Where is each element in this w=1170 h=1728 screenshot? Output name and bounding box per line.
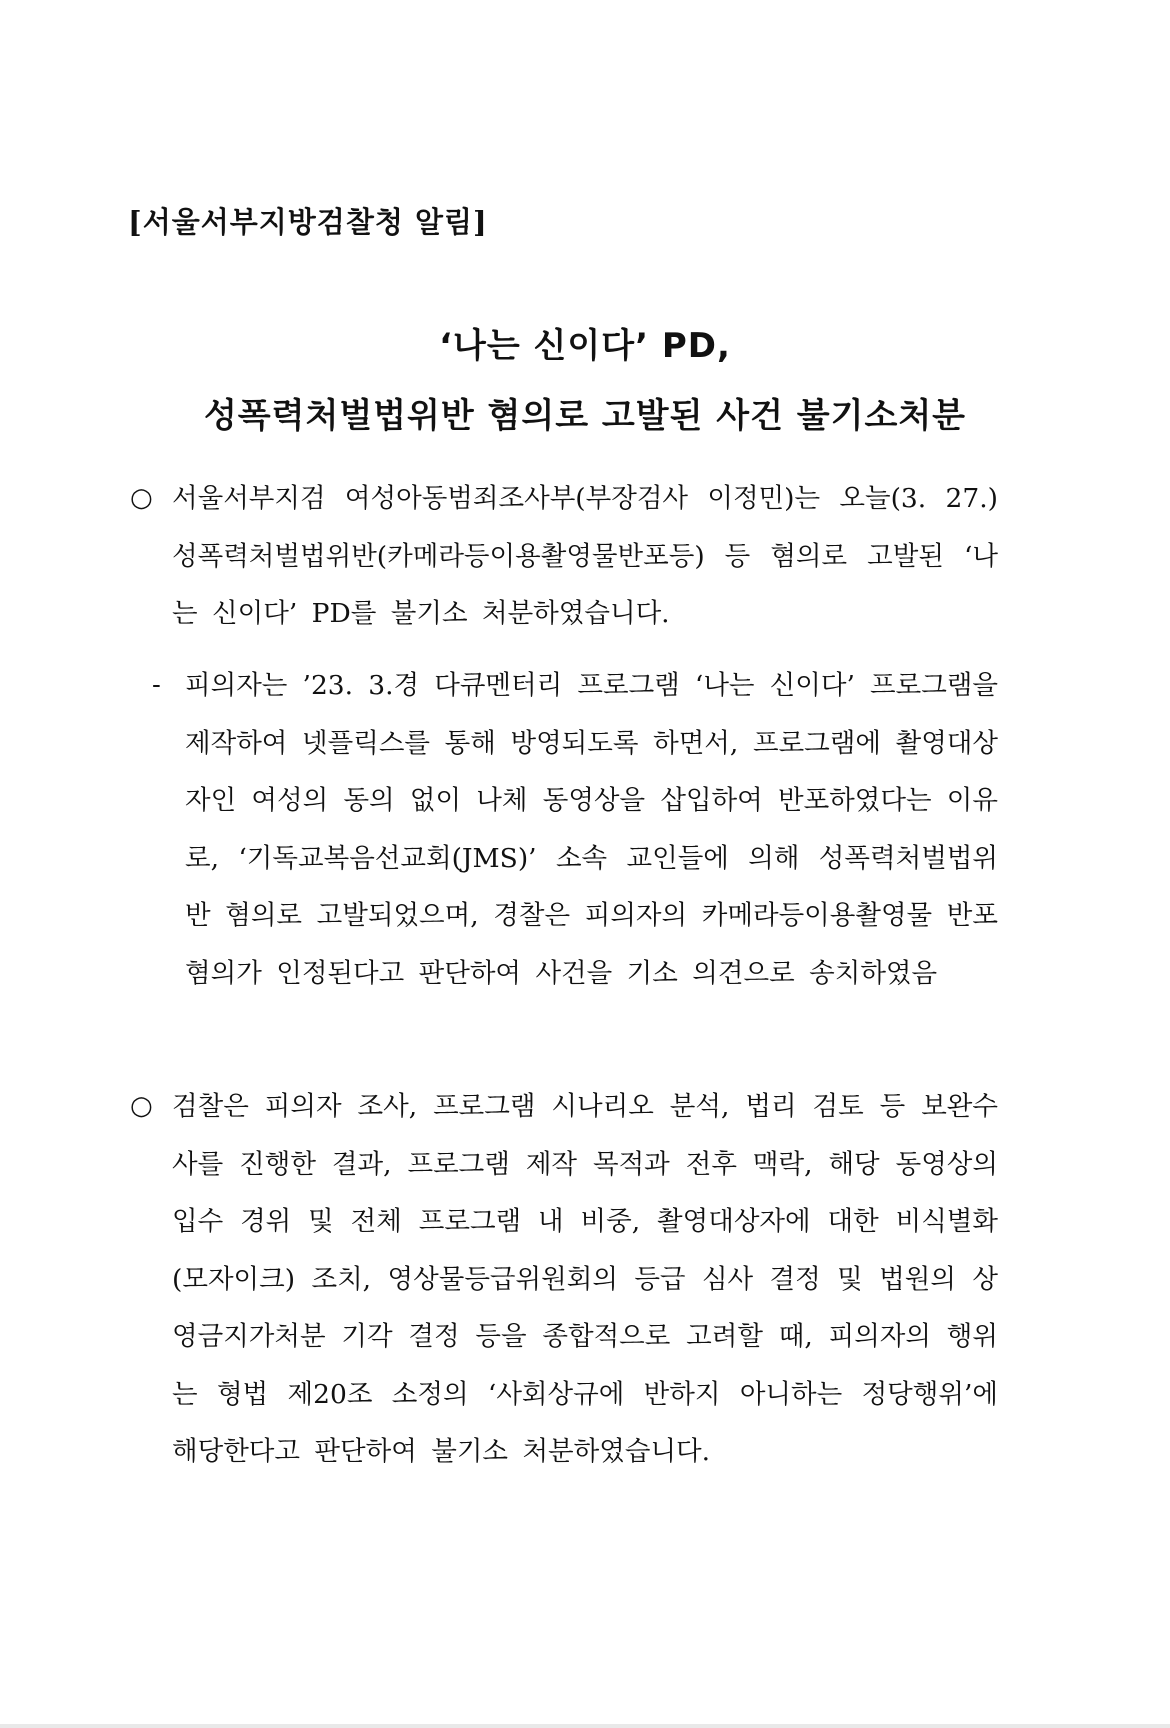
paragraph-decision: 검찰은 피의자 조사, 프로그램 시나리오 분석, 법리 검토 등 보완수사를 진행한 결과, 프로그램 제작 목적과 전후 맥락, 해당 동영상의 입수 경위 및 전체 프로그램 내 비중, 촬영대상자에 대한 비식별화(모자이크) 조치, 영상물등급위원회의 등급 심사 결정 및 법원의 상영금지가처분 기각 결정 등을 종합적으로 고려할 때, 피의자의 행위는 형법 제20조 소정의 ‘사회상규에 반하지 아니하는 정당행위’에 해당한다고 판단하여 불기소 처분하였습니다. [172, 1091, 998, 1467]
circle-bullet-icon: ○ [130, 483, 153, 513]
page-bottom-edge [0, 1724, 1170, 1728]
agency-notice-label: [서울서부지방검찰청 알림] [128, 205, 488, 239]
paragraph-announcement: 서울서부지검 여성아동범죄조사부(부장검사 이정민)는 오늘(3. 27.) 성폭력처벌법위반(카메라등이용촬영물반포등) 등 혐의로 고발된 ‘나는 신이다’ PD를 불기소 처분하였습니다. [172, 483, 998, 629]
document-title-line-2: 성폭력처벌법위반 혐의로 고발된 사건 불기소처분 [203, 396, 967, 436]
paragraph-background: 피의자는 ’23. 3.경 다큐멘터리 프로그램 ‘나는 신이다’ 프로그램을 제작하여 넷플릭스를 통해 방영되도록 하면서, 프로그램에 촬영대상자인 여성의 동의 없이 나체 동영상을 삽입하여 반포하였다는 이유로, ‘기독교복음선교회(JMS)’ 소속 교인들에 의해 성폭력처벌법위반 혐의로 고발되었으며, 경찰은 피의자의 카메라등이용촬영물 반포 혐의가 인정된다고 판단하여 사건을 기소 의견으로 송치하였음 [185, 670, 998, 989]
document-title-line-1: ‘나는 신이다’ PD, [439, 326, 731, 366]
dash-bullet-icon: - [152, 670, 161, 700]
circle-bullet-icon: ○ [130, 1091, 153, 1121]
